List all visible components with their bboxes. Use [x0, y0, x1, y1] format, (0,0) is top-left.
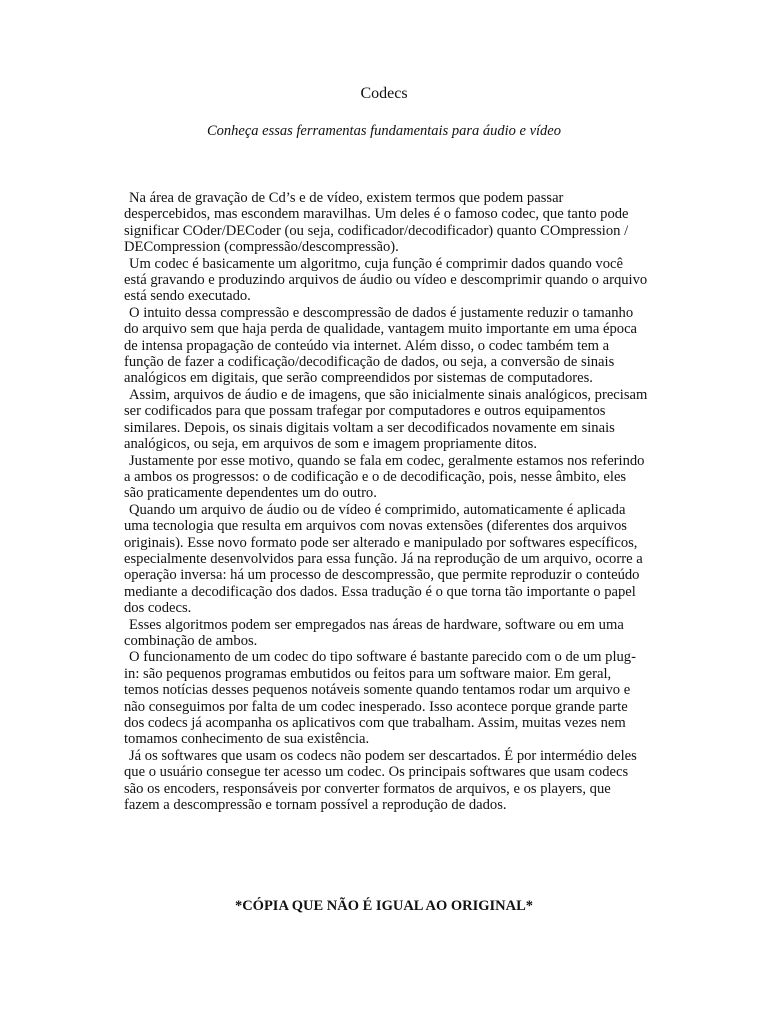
- paragraph: O intuito dessa compressão e descompressão de dados é justamente reduzir o tamanho do arquivo sem que haja perda de qualidade, vantagem muito importante em uma época de intensa propagação de conteúdo via internet. Além disso, o codec também tem a função de fazer a codificação/decodificação de dados, ou seja, a conversão de sinais analógicos em digitais, que serão compreendidos por sistemas de computadores.: [124, 304, 638, 387]
- paragraph: Esses algoritmos podem ser empregados nas áreas de hardware, software ou em uma combinação de ambos.: [124, 616, 624, 649]
- paragraph: Assim, arquivos de áudio e de imagens, que são inicialmente sinais analógicos, precisam ser codificados para que possam trafegar por computadores e outros equipamentos similares. Depois, os sinais digitais voltam a ser decodificados novamente em sinais analógicos, ou seja, em arquivos de som e imagem propriamente ditos.: [124, 386, 648, 453]
- paragraph: Justamente por esse motivo, quando se fala em codec, geralmente estamos nos referindo a ambos os progressos: o de codificação e o de decodificação, pois, nesse âmbito, eles são praticamente dependentes um do outro.: [124, 452, 645, 502]
- paragraph: Um codec é basicamente um algoritmo, cuja função é comprimir dados quando você está gravando e produzindo arquivos de áudio ou vídeo e descomprimir quando o arquivo está sendo executado.: [124, 255, 648, 305]
- footer-note: *CÓPIA QUE NÃO É IGUAL AO ORIGINAL*: [234, 898, 534, 914]
- document-body: [124, 190, 649, 813]
- document-title: Codecs: [360, 85, 408, 102]
- paragraph: O funcionamento de um codec do tipo software é bastante parecido com o de um plug-in: são pequenos programas embutidos ou feitos para um software maior. Em geral, temos notícias desses pequenos notáveis somente quando tentamos rodar um arquivo e não conseguimos por falta de um codec inesperado. Isso acontece porque grande parte dos codecs já acompanha os aplicativos com que trabalham. Assim, muitas vezes nem tomamos conhecimento de sua existência.: [124, 649, 636, 748]
- paragraph: Já os softwares que usam os codecs não podem ser descartados. É por intermédio deles que o usuário consegue ter acesso um codec. Os principais softwares que usam codecs são os encoders, responsáveis por converter formatos de arquivos, e os players, que fazem a descompressão e tornam possível a reprodução de dados.: [124, 747, 637, 814]
- paragraph: Na área de gravação de Cd’s e de vídeo, existem termos que podem passar despercebidos, mas escondem maravilhas. Um deles é o famoso codec, que tanto pode significar COder/DECoder (ou seja, codificador/decodificador) quanto COmpression / DECompression (compressão/descompressão).: [124, 190, 629, 256]
- paragraph: Quando um arquivo de áudio ou de vídeo é comprimido, automaticamente é aplicada uma tecnologia que resulta em arquivos com novas extensões (diferentes dos arquivos originais). Esse novo formato pode ser alterado e manipulado por softwares específicos, especialmente desenvolvidos para essa função. Já na reprodução de um arquivo, ocorre a operação inversa: há um processo de descompressão, que permite reproduzir o conteúdo mediante a decodificação dos dados. Essa tradução é o que torna tão importante o papel dos codecs.: [124, 501, 643, 617]
- document-subtitle: Conheça essas ferramentas fundamentais para áudio e vídeo: [206, 123, 561, 139]
